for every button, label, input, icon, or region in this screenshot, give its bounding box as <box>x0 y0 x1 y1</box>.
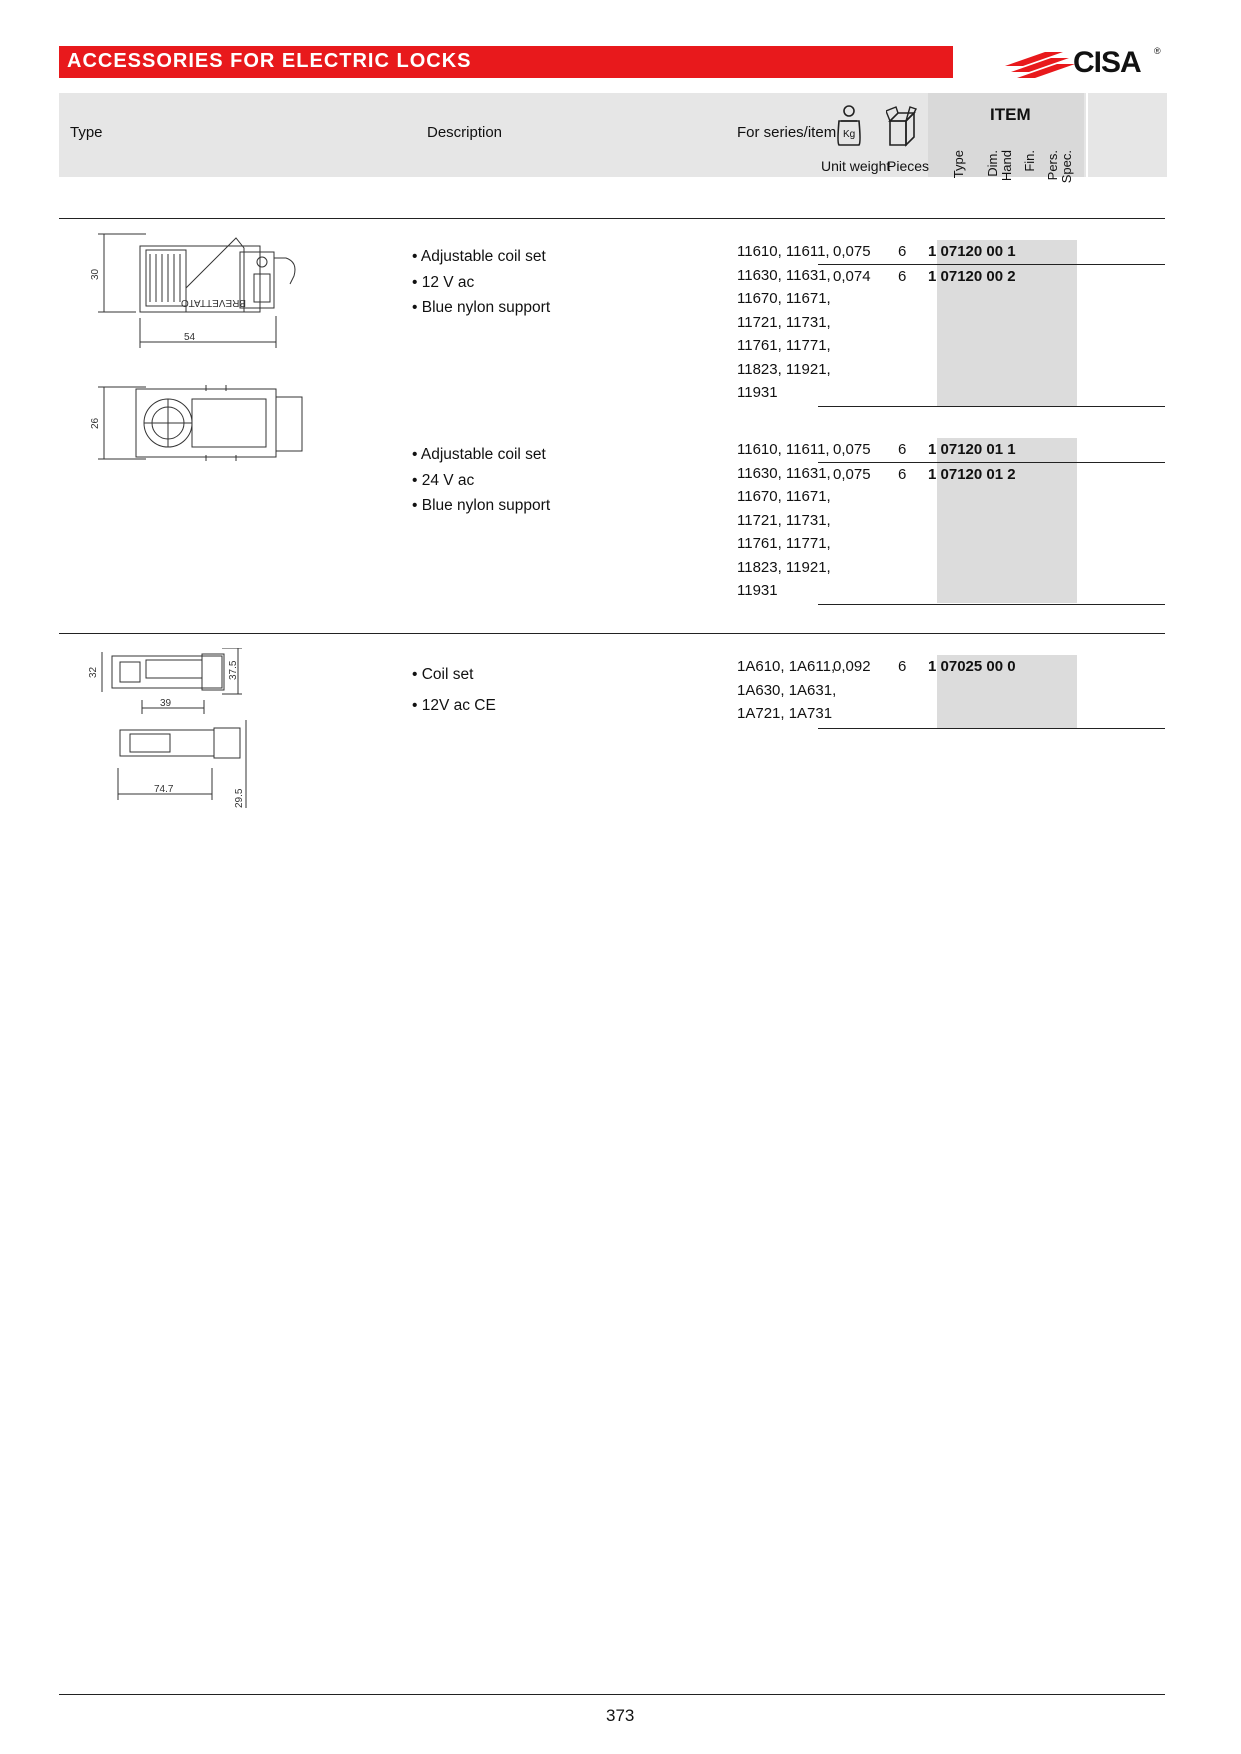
item-code: 1 07120 01 1 <box>928 441 1016 458</box>
group-3-series <box>737 655 836 726</box>
col-series-header: For series/item <box>737 124 837 141</box>
coil-set-ce-drawing <box>86 648 256 812</box>
description-line: • 12V ac CE <box>412 697 496 714</box>
description-line: • Blue nylon support <box>412 299 551 316</box>
item-sub-type: Type <box>951 150 966 179</box>
dim-w1: 39 <box>160 698 172 709</box>
item-code: 1 07025 00 0 <box>928 658 1016 675</box>
description-line: • 24 V ac <box>412 471 475 489</box>
series-line: 11931 <box>737 582 778 599</box>
series-line: 11610, 11611, <box>737 441 830 458</box>
col-type-header: Type <box>70 124 103 141</box>
dim-w2: 74.7 <box>154 784 174 795</box>
unit-weight: 0,092 <box>833 658 871 675</box>
unit-weight: 0,075 <box>833 466 871 483</box>
weight-icon <box>833 103 865 149</box>
coil-set-drawing-top <box>86 383 326 463</box>
unit-weight: 0,075 <box>833 243 871 260</box>
col-item-header: ITEM <box>990 105 1031 124</box>
group-1-series <box>737 240 831 405</box>
section-divider <box>59 633 1165 634</box>
spec-header-band <box>1086 93 1167 177</box>
cisa-logo <box>1005 46 1165 80</box>
item-sub-fin: Fin. <box>1022 150 1037 172</box>
dim-height: 30 <box>90 268 101 280</box>
pieces: 6 <box>898 268 907 285</box>
series-line: 11670, 11671, <box>737 488 831 505</box>
series-line: 11610, 11611, <box>737 243 830 260</box>
series-line: 11761, 11771, <box>737 535 831 552</box>
pieces: 6 <box>898 466 907 483</box>
col-unit-weight-header: Unit weight <box>821 158 891 174</box>
series-line: 1A630, 1A631, <box>737 681 837 699</box>
series-line: 11761, 11771, <box>737 337 831 354</box>
unit-weight: 0,074 <box>833 268 871 285</box>
item-sub-pers: Pers. <box>1045 150 1060 181</box>
group-2-series <box>737 438 831 603</box>
series-line: 11670, 11671, <box>737 290 831 307</box>
series-line: 11630, 11631, <box>737 464 831 482</box>
coil-set-drawing-side <box>86 228 326 356</box>
description-line: • Adjustable coil set <box>412 446 546 463</box>
drawing-label: BREVETTATO <box>180 297 246 308</box>
page-number: 373 <box>606 1706 635 1725</box>
item-sub-dim: Dim. <box>985 150 1000 177</box>
item-code: 1 07120 00 2 <box>928 268 1016 285</box>
footer-divider <box>59 1694 1165 1695</box>
item-code: 1 07120 00 1 <box>928 243 1016 260</box>
description-line: • Coil set <box>412 666 474 683</box>
weight-icon-label: Kg <box>843 129 856 140</box>
series-line: 11823, 11921, <box>737 558 831 576</box>
pieces: 6 <box>898 243 907 260</box>
group-divider <box>818 406 1165 407</box>
dim-width: 54 <box>184 332 196 343</box>
section-title: ACCESSORIES FOR ELECTRIC LOCKS <box>67 50 472 72</box>
group-2-description <box>412 442 550 519</box>
series-line: 1A721, 1A731 <box>737 705 833 722</box>
pieces: 6 <box>898 658 907 675</box>
registered-mark: ® <box>1154 46 1161 56</box>
box-icon <box>886 103 918 149</box>
unit-weight: 0,075 <box>833 441 871 458</box>
item-sub-spec: Spec. <box>1059 150 1074 184</box>
dim-height: 26 <box>90 417 101 429</box>
dim-h1: 32 <box>88 666 99 678</box>
series-line: 11931 <box>737 384 778 401</box>
item-code: 1 07120 01 2 <box>928 466 1016 483</box>
section-divider <box>59 218 1165 219</box>
logo-text: CISA <box>1073 46 1141 79</box>
description-line: • Blue nylon support <box>412 497 551 514</box>
series-line: 11721, 11731, <box>737 511 831 529</box>
description-line: • Adjustable coil set <box>412 248 546 265</box>
group-3-description <box>412 659 496 721</box>
group-divider <box>818 604 1165 605</box>
pieces: 6 <box>898 441 907 458</box>
description-line: • 12 V ac <box>412 273 475 291</box>
section-title-bar <box>59 46 953 78</box>
group-1-description <box>412 244 550 321</box>
col-description-header: Description <box>427 124 503 141</box>
group-divider <box>818 728 1165 729</box>
item-sub-hand: Hand <box>999 150 1014 182</box>
dim-h2: 37.5 <box>228 660 239 680</box>
series-line: 11721, 11731, <box>737 313 831 331</box>
series-line: 1A610, 1A611, <box>737 658 836 675</box>
series-line: 11823, 11921, <box>737 360 831 378</box>
col-pieces-header: Pieces <box>887 158 930 174</box>
dim-h3: 29.5 <box>234 788 245 808</box>
series-line: 11630, 11631, <box>737 266 831 284</box>
